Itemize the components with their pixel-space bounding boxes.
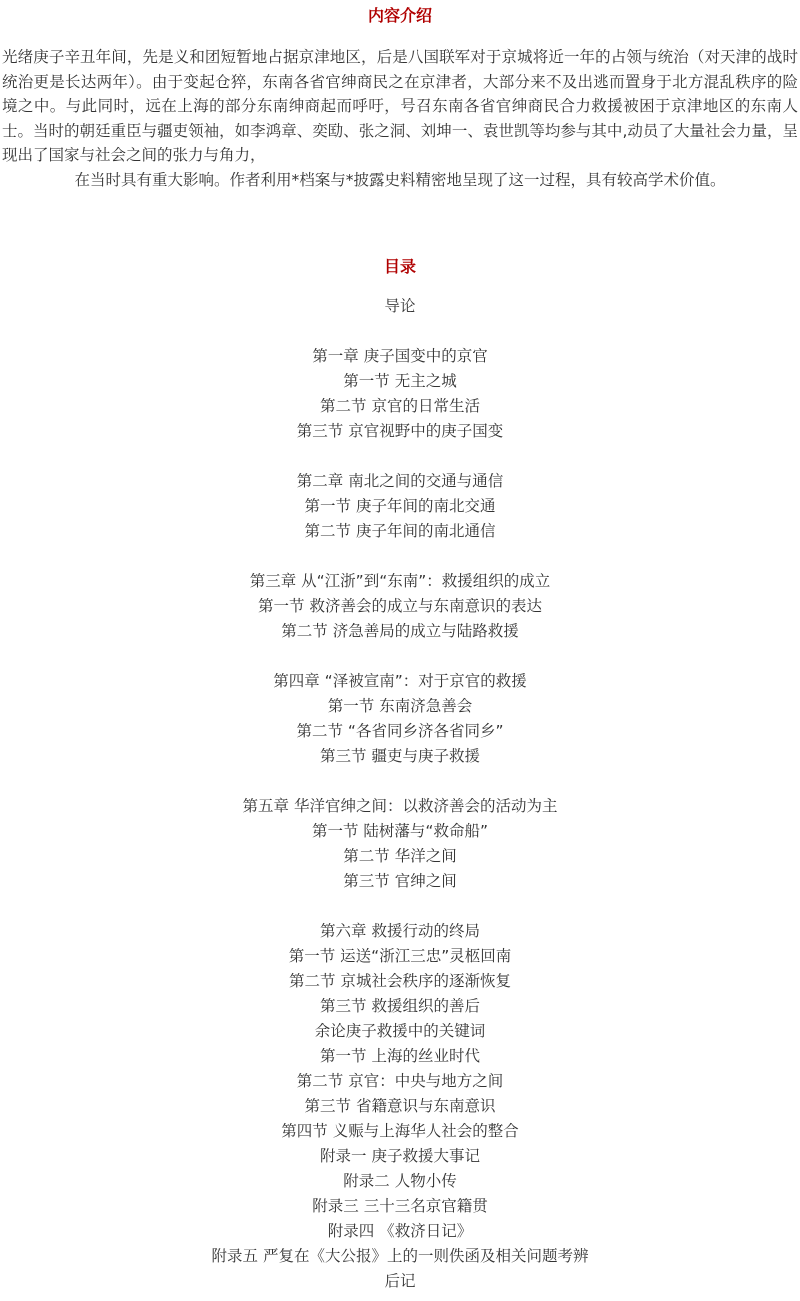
toc-entry: 第三章 从“江浙”到“东南”：救援组织的成立 [249, 571, 551, 590]
toc-entry: 第一节 救济善会的成立与东南意识的表达 [258, 596, 542, 615]
toc-entry: 第六章 救援行动的终局 [320, 921, 480, 940]
toc-entry: 第三节 官绅之间 [343, 871, 457, 890]
toc-entry: 附录一 庚子救援大事记 [320, 1146, 480, 1165]
toc-entry: 附录五 严复在《大公报》上的一则佚函及相关问题考辨 [211, 1246, 589, 1265]
intro-paragraph [0, 45, 800, 193]
toc-entry: 附录四 《救济日记》 [327, 1221, 473, 1240]
toc-entry: 第四章 “泽被宣南”：对于京官的救援 [273, 671, 527, 690]
toc-entry: 第一节 庚子年间的南北交通 [304, 496, 496, 515]
table-of-contents [0, 294, 800, 1294]
toc-entry: 第二节 “各省同乡济各省同乡” [296, 721, 504, 740]
intro-text: 光绪庚子辛丑年间，先是义和团短暂地占据京津地区，后是八国联军对于京城将近一年的占领与统治（对天津的战时统治更是长达两年）。由于变起仓猝，东南各省官绅商民之在京津者，大部分来不及出逃而置身于北方混乱秩序的险境之中。与此同时，远在上海的部分东南绅商起而呼吁，号召东南各省官绅商民合力救援被困于京津地区的东南人士。当时的朝廷重臣与疆吏领袖，如李鸿章、奕劻、张之洞、刘坤一、袁世凯等均参与其中,动员了大量社会力量，呈现出了国家与社会之间的张力与角力， [2, 48, 798, 165]
toc-spacer [0, 319, 800, 344]
toc-entry: 导论 [384, 296, 416, 315]
toc-spacer [0, 769, 800, 794]
toc-entry: 第三节 京官视野中的庚子国变 [296, 421, 504, 440]
toc-entry: 第一节 陆树藩与“救命船” [312, 821, 488, 840]
toc-entry: 第一节 无主之城 [343, 371, 457, 390]
toc-entry: 附录二 人物小传 [343, 1171, 457, 1190]
toc-entry: 第三节 疆吏与庚子救援 [320, 746, 480, 765]
toc-entry: 第一节 运送“浙江三忠”灵柩回南 [288, 946, 512, 965]
toc-entry: 第二章 南北之间的交通与通信 [296, 471, 504, 490]
toc-entry: 第二节 华洋之间 [343, 846, 457, 865]
toc-entry: 第三节 救援组织的善后 [320, 996, 480, 1015]
toc-entry: 附录三 三十三名京官籍贯 [312, 1196, 488, 1215]
toc-entry: 第五章 华洋官绅之间：以救济善会的活动为主 [242, 796, 558, 815]
toc-spacer [0, 444, 800, 469]
toc-spacer [0, 544, 800, 569]
toc-entry: 第二节 京城社会秩序的逐渐恢复 [289, 971, 511, 990]
toc-entry: 第二节 济急善局的成立与陆路救援 [281, 621, 519, 640]
toc-spacer [0, 894, 800, 919]
toc-entry: 第四节 义赈与上海华人社会的整合 [281, 1121, 519, 1140]
toc-title: 目录 [383, 256, 416, 276]
toc-entry: 第二节 京官的日常生活 [320, 396, 480, 415]
toc-entry: 后记 [384, 1271, 416, 1290]
toc-entry: 第一节 东南济急善会 [327, 696, 473, 715]
toc-entry: 第一章 庚子国变中的京官 [312, 346, 488, 365]
intro-last-line: 在当时具有重大影响。作者利用*档案与*披露史料精密地呈现了这一过程，具有较高学术价值。 [74, 170, 726, 189]
toc-entry: 第三节 省籍意识与东南意识 [304, 1096, 496, 1115]
intro-title: 内容介绍 [367, 6, 432, 25]
toc-entry: 余论庚子救援中的关键词 [314, 1021, 486, 1040]
toc-entry: 第二节 京官：中央与地方之间 [296, 1071, 504, 1090]
toc-entry: 第二节 庚子年间的南北通信 [304, 521, 496, 540]
toc-spacer [0, 644, 800, 669]
toc-entry: 第一节 上海的丝业时代 [320, 1046, 480, 1065]
